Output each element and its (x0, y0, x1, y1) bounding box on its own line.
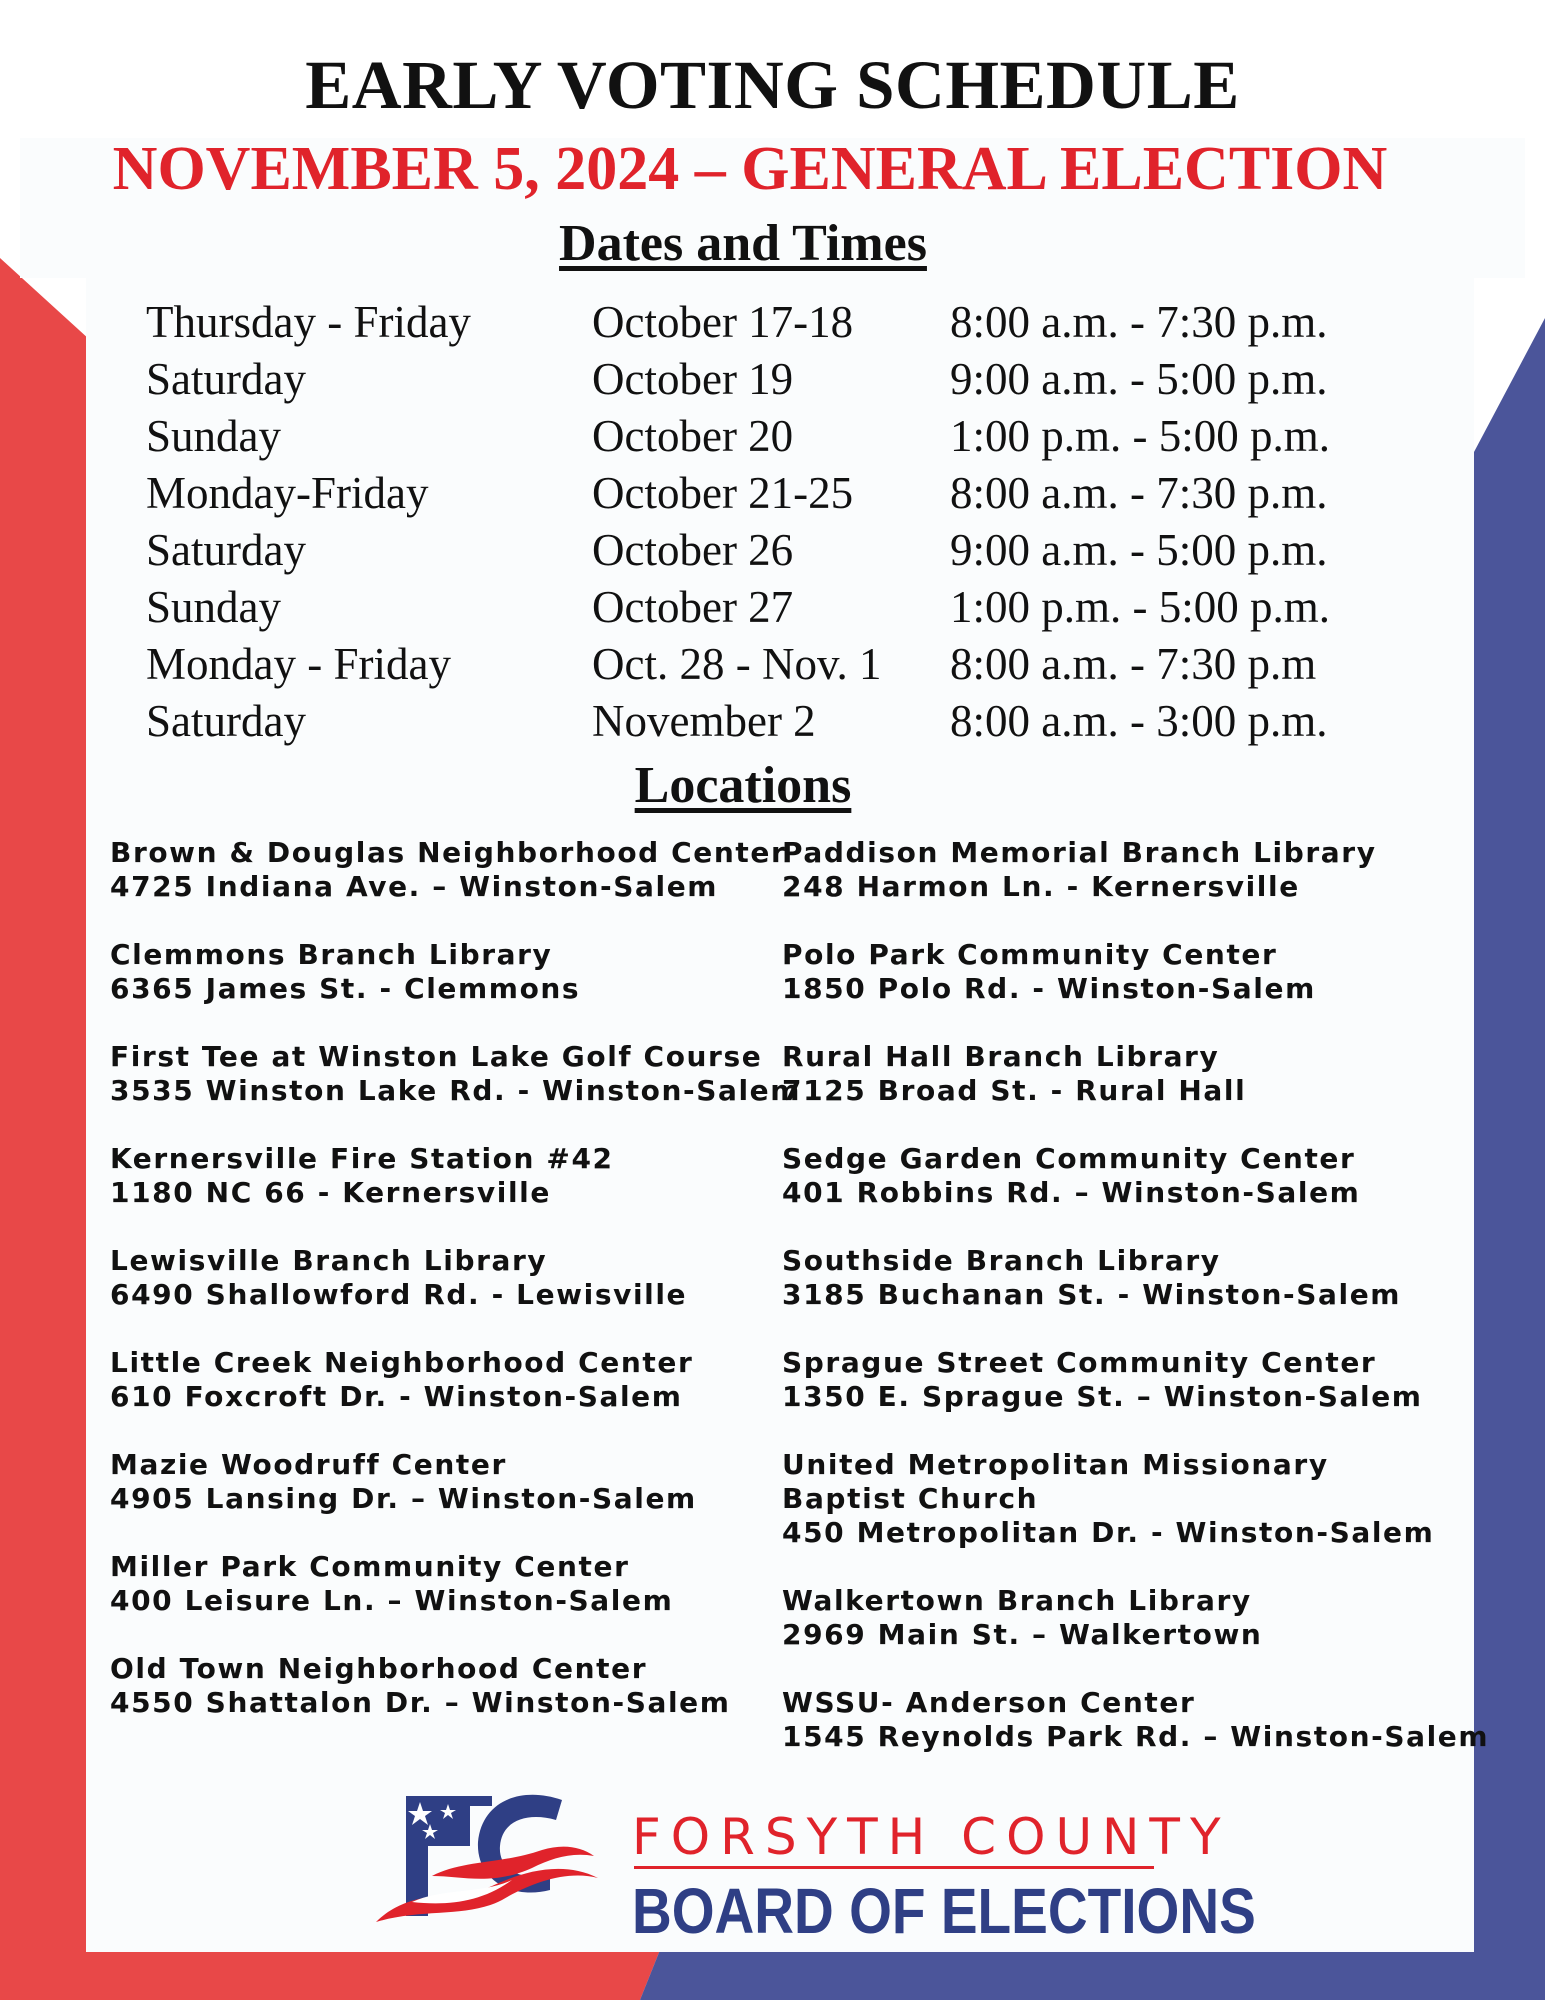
schedule-row (0, 638, 1545, 694)
location-entry (782, 1346, 1482, 1414)
location-address: 1350 E. Sprague St. – Winston-Salem (782, 1380, 1423, 1413)
schedule-row (0, 467, 1545, 523)
location-name: WSSU- Anderson Center (782, 1686, 1196, 1719)
location-address: 3535 Winston Lake Rd. - Winston-Salem (110, 1074, 802, 1107)
location-name: Paddison Memorial Branch Library (782, 836, 1377, 869)
location-entry (110, 1652, 790, 1720)
locations-right-column (782, 836, 1490, 1754)
location-address: 6490 Shallowford Rd. - Lewisville (110, 1278, 688, 1311)
election-subtitle: NOVEMBER 5, 2024 – GENERAL ELECTION (112, 135, 1388, 203)
location-entry (782, 1584, 1482, 1652)
location-name: Old Town Neighborhood Center (110, 1652, 648, 1685)
location-address: 6365 James St. - Clemmons (110, 972, 581, 1005)
location-name: Mazie Woodruff Center (110, 1448, 507, 1481)
schedule-dates: October 20 (592, 411, 794, 461)
page-title: EARLY VOTING SCHEDULE (305, 47, 1240, 123)
schedule-times: 8:00 a.m. - 7:30 p.m (950, 639, 1317, 689)
location-entry (110, 1448, 790, 1516)
locations-left-column (110, 836, 802, 1720)
schedule-days: Saturday (146, 696, 306, 746)
dates-times-heading: Dates and Times (559, 215, 927, 272)
schedule-dates: October 21-25 (592, 468, 854, 518)
location-name: Sedge Garden Community Center (782, 1142, 1356, 1175)
schedule-dates: October 26 (592, 525, 794, 575)
location-name: United Metropolitan Missionary (782, 1448, 1329, 1481)
schedule-dates: Oct. 28 - Nov. 1 (592, 639, 882, 689)
location-address: 4725 Indiana Ave. – Winston-Salem (110, 870, 719, 903)
location-entry (782, 1448, 1482, 1550)
schedule-row (0, 296, 1545, 352)
location-address: 400 Leisure Ln. – Winston-Salem (110, 1584, 674, 1617)
location-entry (110, 1040, 802, 1108)
schedule-row (0, 695, 1545, 751)
location-address: 450 Metropolitan Dr. - Winston-Salem (782, 1516, 1435, 1549)
logo-divider (634, 1866, 1154, 1869)
schedule-times: 8:00 a.m. - 7:30 p.m. (950, 468, 1328, 518)
schedule-days: Saturday (146, 354, 306, 404)
location-entry (110, 1244, 790, 1312)
location-name: First Tee at Winston Lake Golf Course (110, 1040, 763, 1073)
location-name: Walkertown Branch Library (782, 1584, 1252, 1617)
schedule-row (0, 581, 1545, 637)
location-name: Lewisville Branch Library (110, 1244, 548, 1277)
location-address: 1850 Polo Rd. - Winston-Salem (782, 972, 1316, 1005)
location-entry (110, 1142, 790, 1210)
blue-bottom-wedge (640, 1950, 1545, 2000)
location-address: 401 Robbins Rd. – Winston-Salem (782, 1176, 1361, 1209)
location-entry (110, 1346, 790, 1414)
location-address: 248 Harmon Ln. - Kernersville (782, 870, 1300, 903)
schedule-times: 9:00 a.m. - 5:00 p.m. (950, 525, 1328, 575)
schedule-dates: October 27 (592, 582, 794, 632)
logo-board-name: BOARD OF ELECTIONS (632, 1875, 1256, 1947)
location-name: Rural Hall Branch Library (782, 1040, 1220, 1073)
schedule-times: 8:00 a.m. - 3:00 p.m. (950, 696, 1328, 746)
schedule-row (0, 410, 1545, 466)
locations-heading: Locations (634, 757, 852, 814)
schedule-days: Monday - Friday (146, 639, 451, 689)
location-name: Polo Park Community Center (782, 938, 1278, 971)
schedule-times: 1:00 p.m. - 5:00 p.m. (950, 582, 1330, 632)
schedule-times: 8:00 a.m. - 7:30 p.m. (950, 297, 1328, 347)
location-address: 3185 Buchanan St. - Winston-Salem (782, 1278, 1402, 1311)
location-address: 7125 Broad St. - Rural Hall (782, 1074, 1247, 1107)
logo-county-name: FORSYTH COUNTY (632, 1808, 1231, 1866)
location-address: 1545 Reynolds Park Rd. – Winston-Salem (782, 1720, 1490, 1753)
schedule-dates: October 19 (592, 354, 794, 404)
location-entry (782, 1040, 1482, 1108)
schedule-days: Sunday (146, 411, 281, 461)
schedule-days: Monday-Friday (146, 468, 429, 518)
location-name: Sprague Street Community Center (782, 1346, 1377, 1379)
location-address: 4905 Lansing Dr. – Winston-Salem (110, 1482, 697, 1515)
location-name-line2: Baptist Church (782, 1482, 1039, 1515)
location-address: 610 Foxcroft Dr. - Winston-Salem (110, 1380, 683, 1413)
schedule-row (0, 353, 1545, 409)
red-bottom-wedge (0, 1950, 660, 2000)
forsyth-county-fc-flag-logo-icon (372, 1790, 602, 1940)
location-entry (782, 1244, 1482, 1312)
location-name: Miller Park Community Center (110, 1550, 630, 1583)
location-entry (110, 836, 790, 904)
schedule-dates: October 17-18 (592, 297, 854, 347)
location-entry (782, 938, 1482, 1006)
schedule-days: Thursday - Friday (146, 297, 471, 347)
schedule-times: 9:00 a.m. - 5:00 p.m. (950, 354, 1328, 404)
location-address: 2969 Main St. – Walkertown (782, 1618, 1263, 1651)
schedule-days: Saturday (146, 525, 306, 575)
location-entry (110, 938, 790, 1006)
schedule-times: 1:00 p.m. - 5:00 p.m. (950, 411, 1330, 461)
location-entry (782, 1142, 1482, 1210)
schedule-dates: November 2 (592, 696, 816, 746)
location-entry (110, 1550, 790, 1618)
location-address: 4550 Shattalon Dr. – Winston-Salem (110, 1686, 731, 1719)
schedule-row (0, 524, 1545, 580)
location-address: 1180 NC 66 - Kernersville (110, 1176, 551, 1209)
location-name: Clemmons Branch Library (110, 938, 553, 971)
location-name: Brown & Douglas Neighborhood Center (110, 836, 787, 869)
location-name: Kernersville Fire Station #42 (110, 1142, 614, 1175)
location-name: Little Creek Neighborhood Center (110, 1346, 694, 1379)
schedule-days: Sunday (146, 582, 281, 632)
location-entry (782, 1686, 1490, 1754)
location-name: Southside Branch Library (782, 1244, 1221, 1277)
location-entry (782, 836, 1482, 904)
